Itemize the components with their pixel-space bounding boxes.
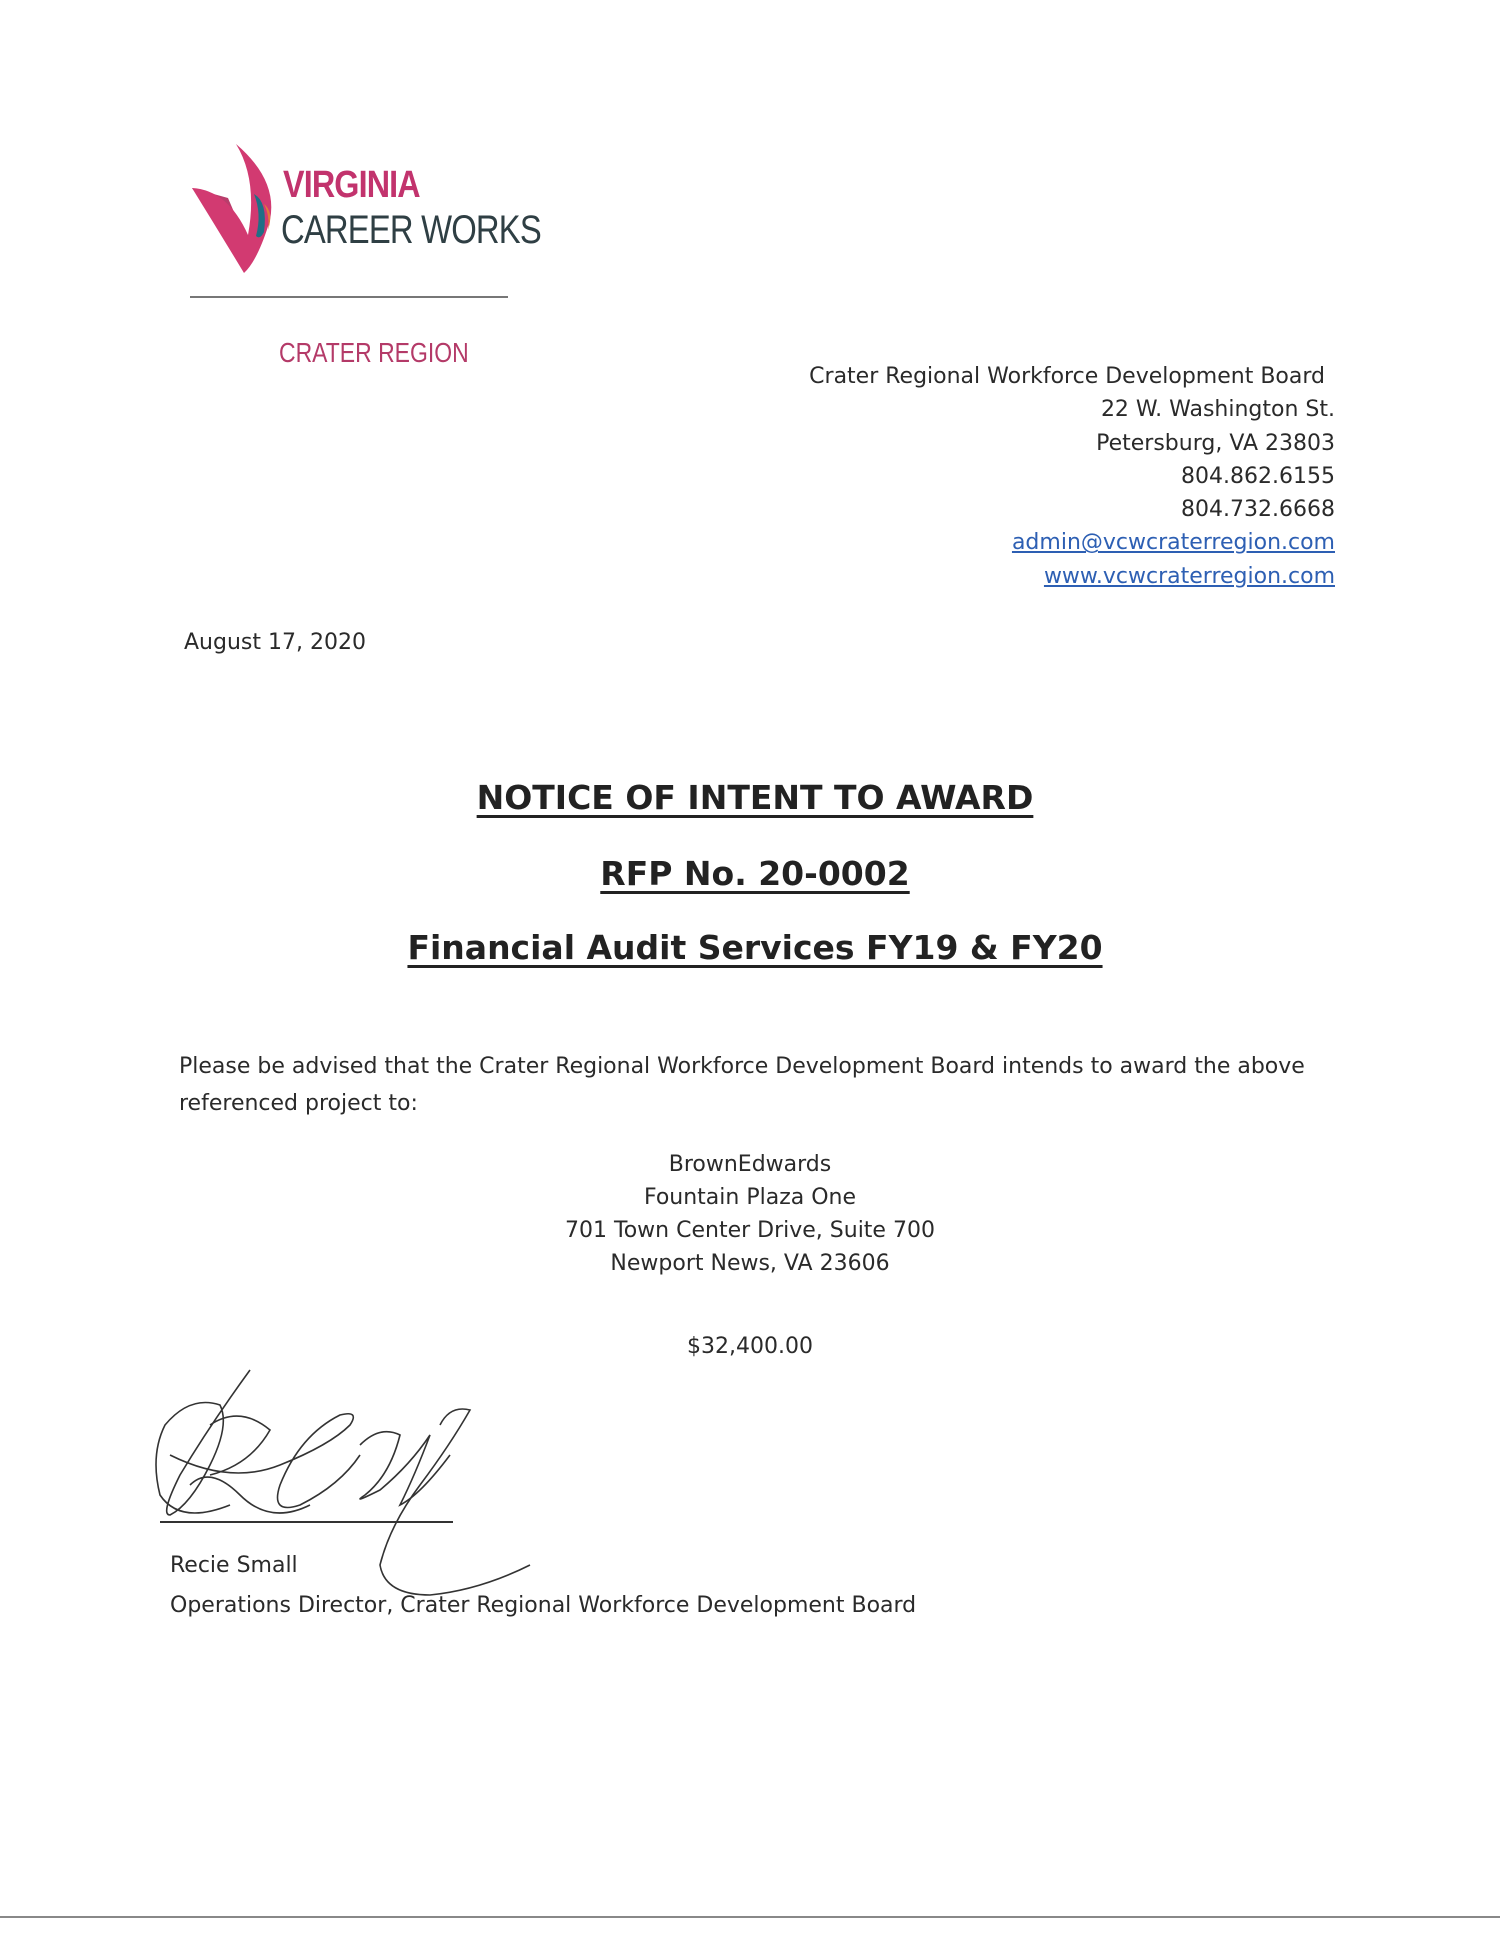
signer-name: Recie Small (170, 1553, 298, 1578)
notice-title: NOTICE OF INTENT TO AWARD (476, 778, 1034, 817)
award-amount: $32,400.00 (687, 1334, 813, 1359)
signer-title: Operations Director, Crater Regional Workforce Development Board (170, 1593, 917, 1618)
sender-organization: Crater Regional Workforce Development Board (809, 364, 1325, 389)
rfp-subject: Financial Audit Services FY19 & FY20 (407, 928, 1103, 967)
sender-email-link[interactable]: admin@vcwcraterregion.com (1011, 530, 1335, 556)
rfp-number: RFP No. 20-0002 (600, 854, 910, 893)
sender-street: 22 W. Washington St. (1100, 397, 1335, 423)
sender-address-block (809, 360, 1335, 593)
logo-mark-icon (188, 140, 284, 275)
awardee-name: BrownEdwards (668, 1152, 832, 1177)
sender-phone-1: 804.862.6155 (1181, 463, 1335, 489)
awardee-street: 701 Town Center Drive, Suite 700 (565, 1218, 935, 1243)
letter-date: August 17, 2020 (184, 630, 366, 655)
awardee-building: Fountain Plaza One (643, 1185, 857, 1210)
logo-text-virginia: VIRGINIA (283, 164, 420, 206)
logo-divider (190, 296, 508, 298)
signer-block (170, 1546, 916, 1626)
logo-text-career-works: CAREER WORKS (281, 208, 541, 252)
page-bottom-edge (0, 1916, 1500, 1918)
logo-text-crater-region: CRATER REGION (279, 337, 469, 368)
body-paragraph: Please be advised that the Crater Regional Workforce Development Board intends to award the above referenced project to: (179, 1054, 1305, 1116)
awardee-city: Newport News, VA 23606 (610, 1251, 890, 1276)
sender-city: Petersburg, VA 23803 (1096, 430, 1335, 456)
awardee-address-block (0, 1148, 1500, 1280)
signature-line (160, 1521, 453, 1523)
sender-website-link[interactable]: www.vcwcraterregion.com (1043, 563, 1335, 589)
sender-phone-2: 804.732.6668 (1181, 497, 1335, 523)
